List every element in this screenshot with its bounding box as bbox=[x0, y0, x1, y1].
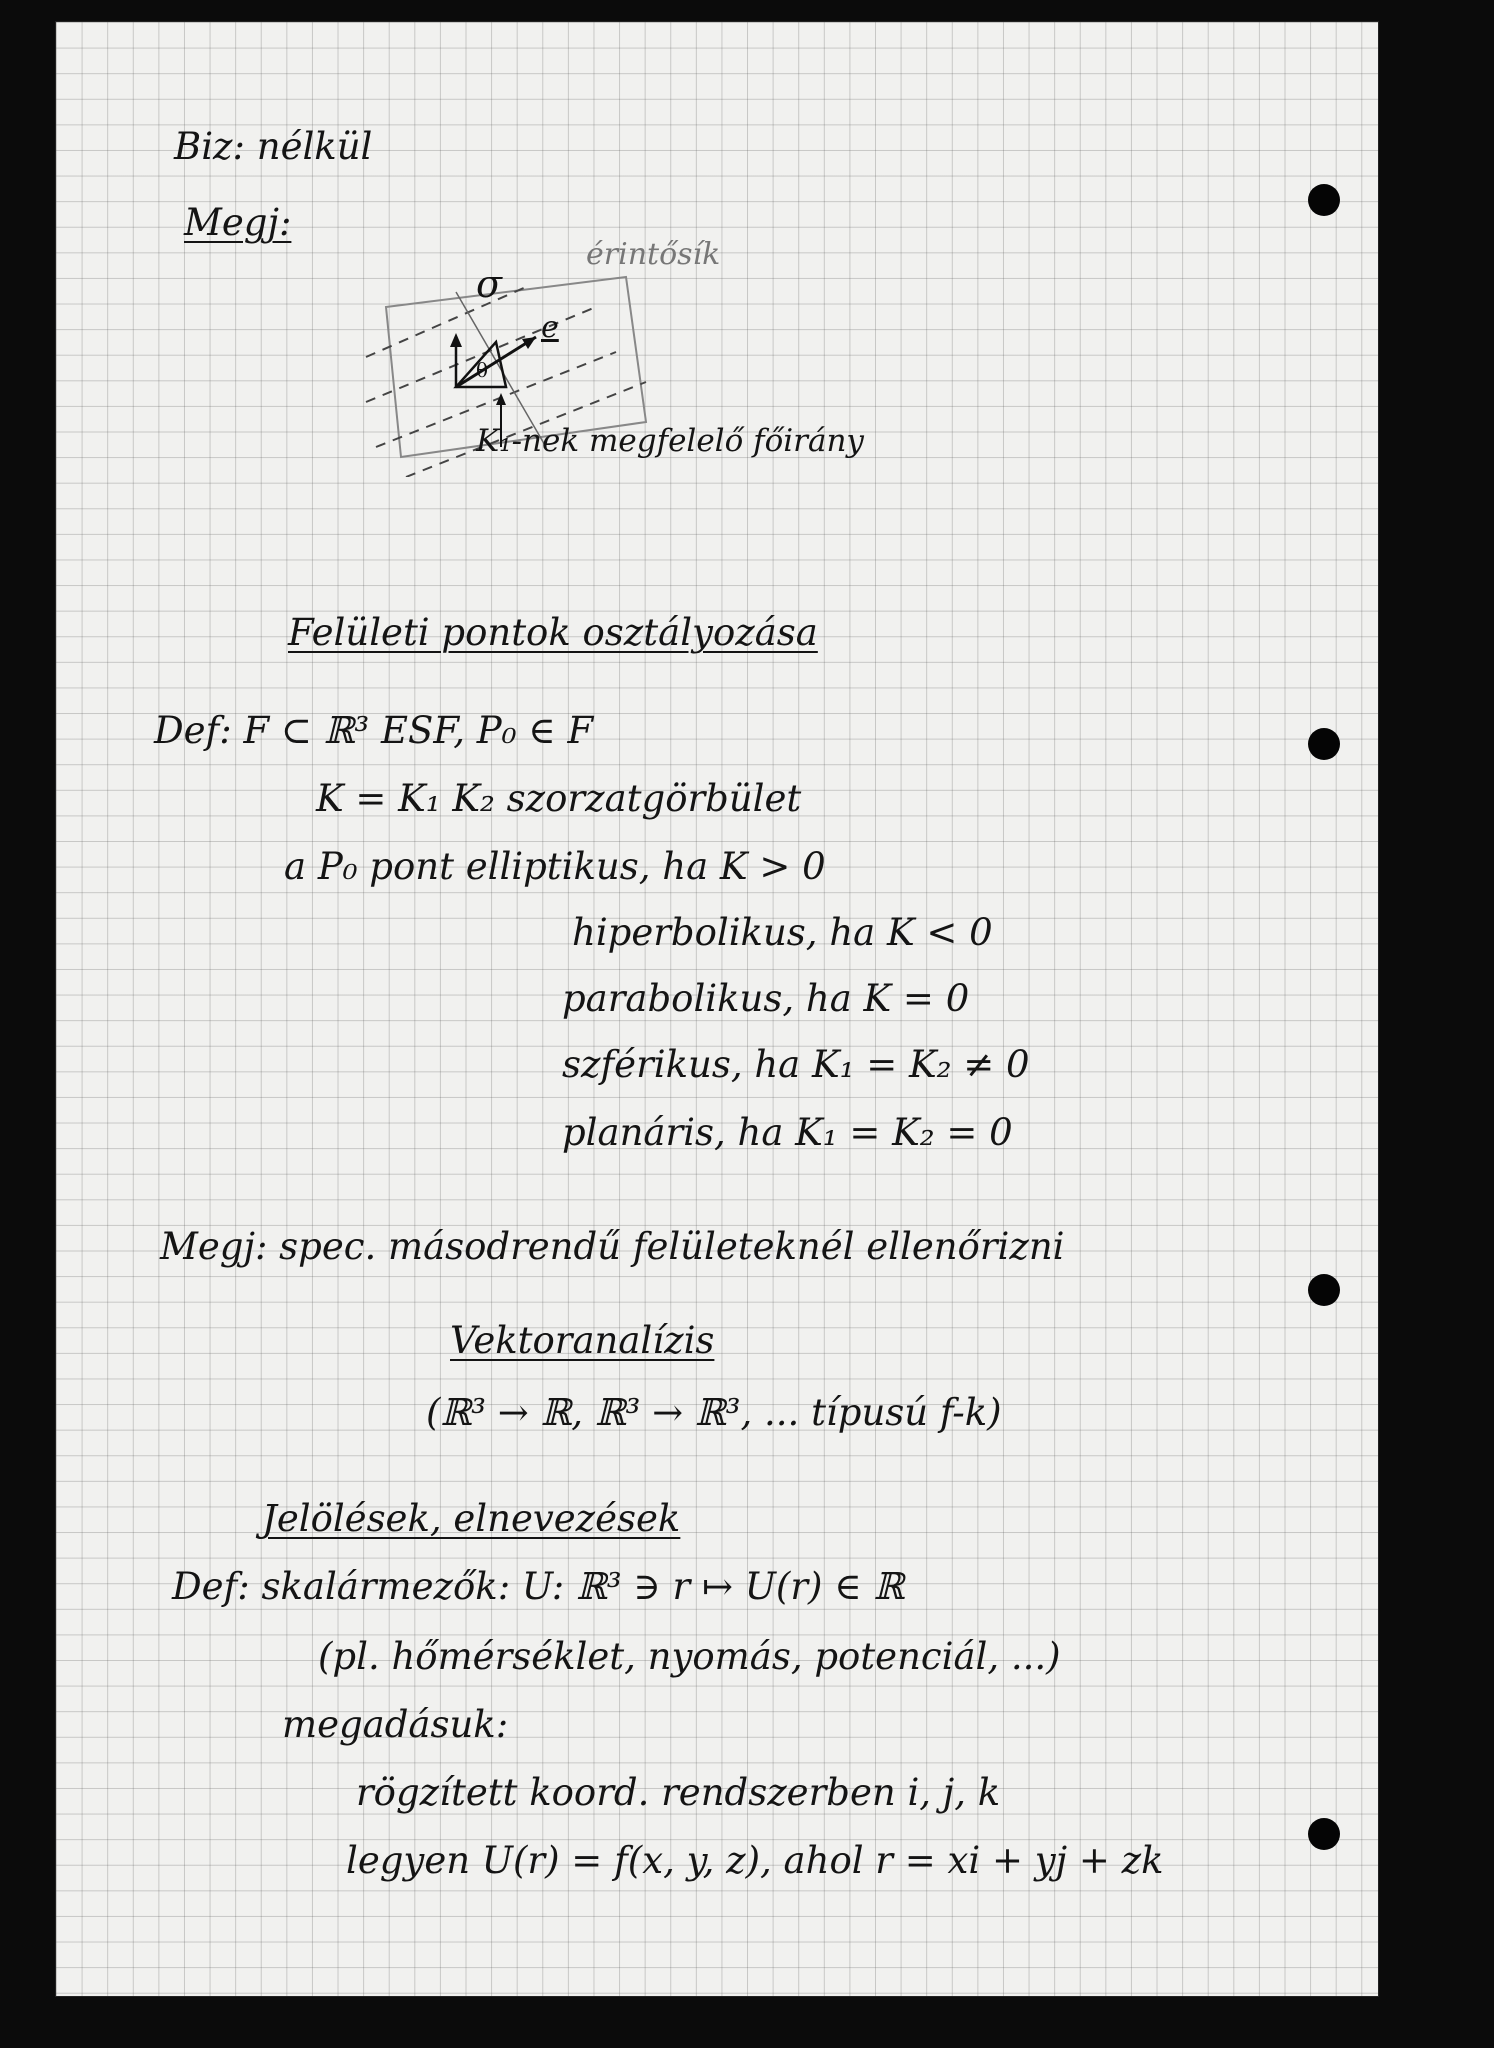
heading-vector-analysis: Vektoranalízis bbox=[450, 1319, 715, 1362]
line-def1: Def: F ⊂ ℝ³ ESF, P₀ ∈ F bbox=[154, 709, 594, 752]
line-def1-curvature: K = K₁ K₂ szorzatgörbület bbox=[316, 777, 802, 820]
line-megj: Megj: bbox=[184, 201, 292, 244]
line-coordinate-system: rögzített koord. rendszerben i, j, k bbox=[356, 1771, 1001, 1814]
line-megadasuk: megadásuk: bbox=[282, 1703, 509, 1746]
punch-hole bbox=[1308, 728, 1340, 760]
heading-notations: Jelölések, elnevezések bbox=[262, 1497, 681, 1540]
line-biz: Biz: nélkül bbox=[174, 125, 373, 168]
notebook-page bbox=[56, 22, 1378, 1996]
line-megj2: Megj: spec. másodrendű felületeknél ellenőrizni bbox=[160, 1225, 1065, 1268]
heading-vector-analysis-sub: (ℝ³ → ℝ, ℝ³ → ℝ³, ... típusú f-k) bbox=[426, 1391, 1002, 1434]
sketch-label-tangent-plane: érintősík bbox=[586, 237, 721, 272]
punch-hole bbox=[1308, 1274, 1340, 1306]
line-elliptic: a P₀ pont elliptikus, ha K > 0 bbox=[284, 845, 826, 888]
punch-hole bbox=[1308, 1818, 1340, 1850]
line-def2: Def: skalármezők: U: ℝ³ ∋ r ↦ U(r) ∈ ℝ bbox=[172, 1565, 905, 1608]
line-spherical: szférikus, ha K₁ = K₂ ≠ 0 bbox=[562, 1043, 1030, 1086]
line-examples: (pl. hőmérséklet, nyomás, potenciál, ...) bbox=[318, 1635, 1061, 1678]
sigma-label: σ bbox=[476, 262, 502, 306]
e-label: e bbox=[541, 310, 559, 345]
line-parabolic: parabolikus, ha K = 0 bbox=[562, 977, 970, 1020]
line-legyen: legyen U(r) = f(x, y, z), ahol r = xi + yj + zk bbox=[346, 1839, 1164, 1882]
line-hyperbolic: hiperbolikus, ha K < 0 bbox=[572, 911, 993, 954]
heading-surface-points: Felületi pontok osztályozása bbox=[288, 611, 818, 654]
figure-caption: K₁-nek megfelelő főirány bbox=[476, 423, 864, 459]
angle-label: θ bbox=[476, 358, 489, 382]
punch-hole bbox=[1308, 184, 1340, 216]
line-planar: planáris, ha K₁ = K₂ = 0 bbox=[562, 1111, 1013, 1154]
